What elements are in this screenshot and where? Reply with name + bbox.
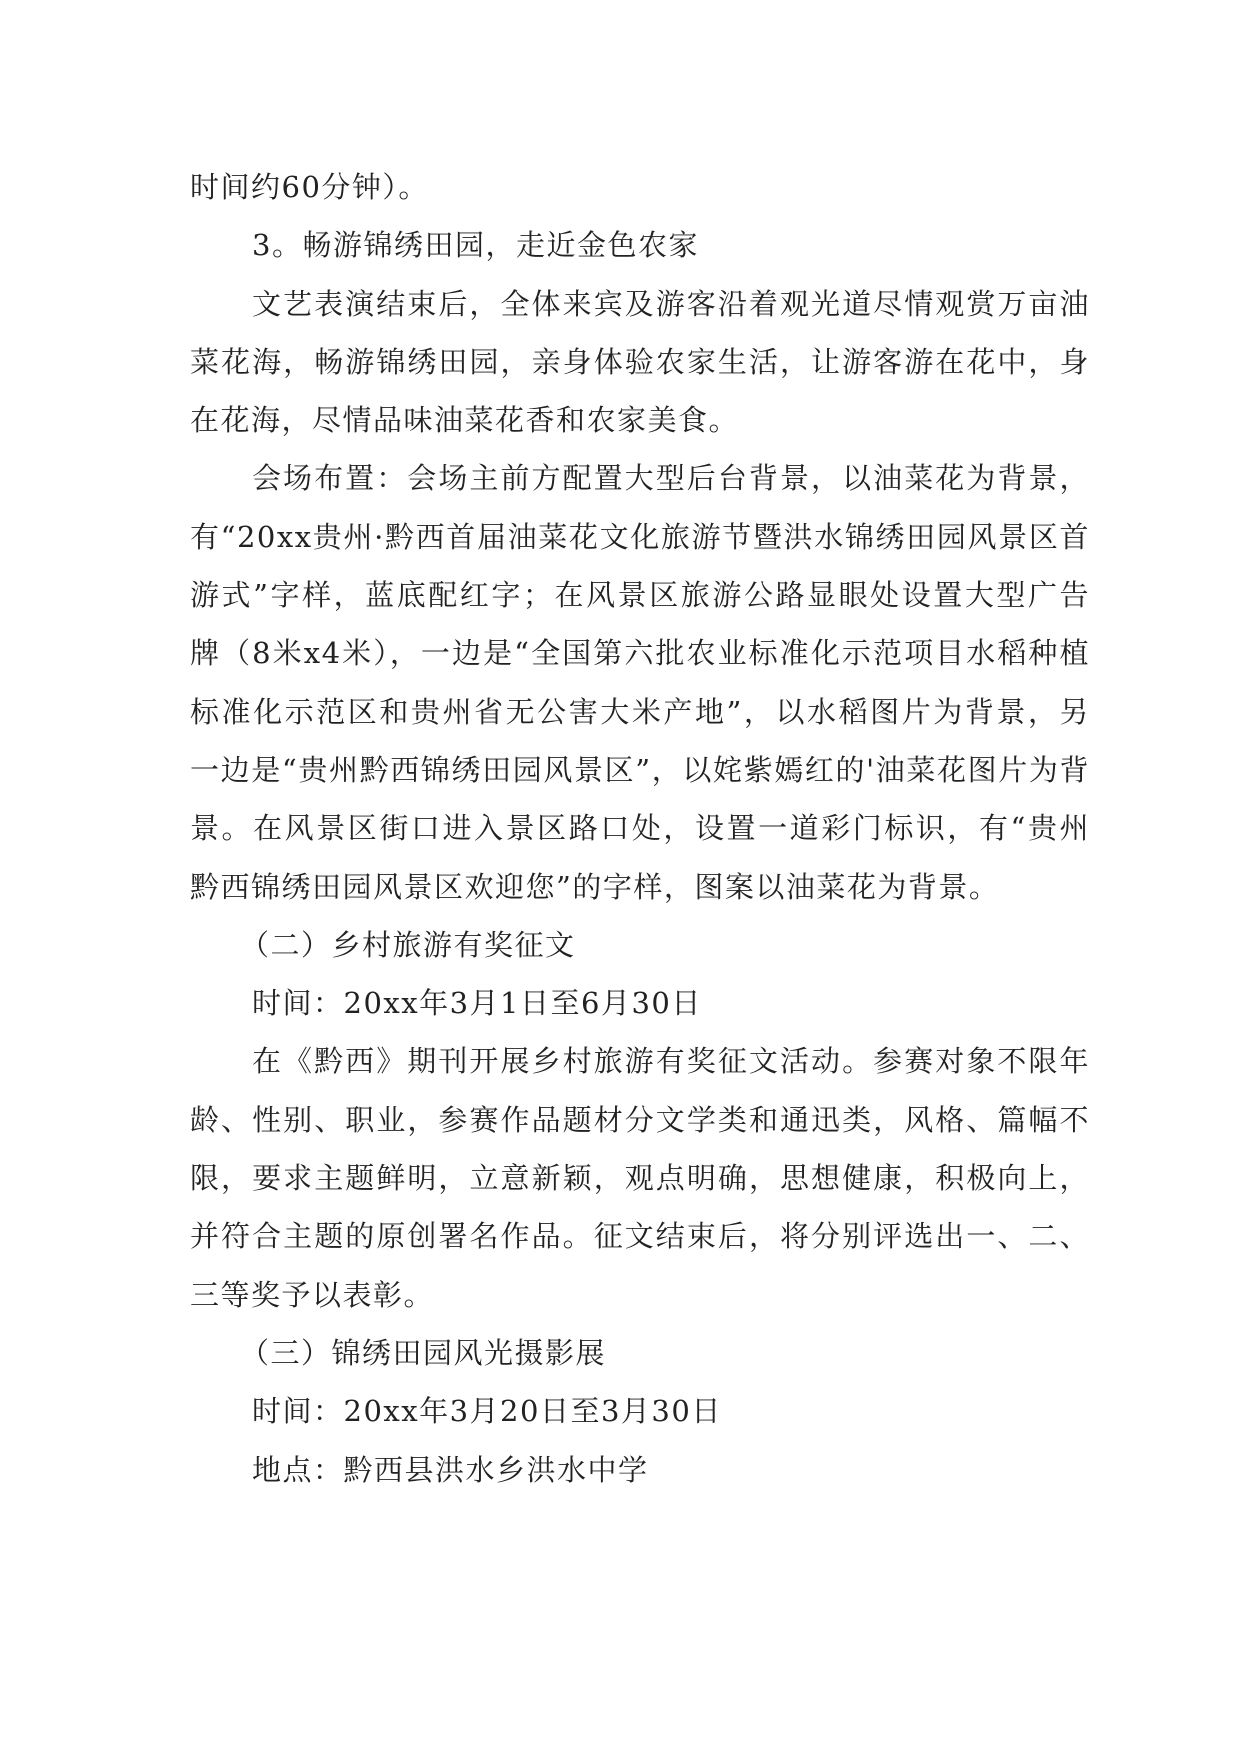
paragraph-essay-description: 在《黔西》期刊开展乡村旅游有奖征文活动。参赛对象不限年龄、性别、职业，参赛作品题材分文学类和通迅类，风格、篇幅不限，要求主题鲜明，立意新颖，观点明确，思想健康，积极向上，并符合主题的原创署名作品。征文结束后，将分别评选出一、二、三等奖予以表彰。: [190, 1044, 1090, 1312]
paragraph-tour-description: 文艺表演结束后，全体来宾及游客沿着观光道尽情观赏万亩油菜花海，畅游锦绣田园，亲身体验农家生活，让游客游在花中，身在花海，尽情品味油菜花香和农家美食。: [190, 286, 1090, 438]
heading-essay-contest: （二）乡村旅游有奖征文: [240, 927, 576, 962]
paragraph-photo-location: 地点：黔西县洪水乡洪水中学: [252, 1452, 649, 1487]
paragraph-venue-layout: 会场布置：会场主前方配置大型后台背景，以油菜花为背景，有“20xx贵州·黔西首届油菜花文化旅游节暨洪水锦绣田园风景区首游式”字样，蓝底配红字；在风景区旅游公路显眼处设置大型广告牌（8米x4米），一边是“全国第六批农业标准化示范项目水稻种植标准化示范区和贵州省无公害大米产地”，以水稻图片为背景，另一边是“贵州黔西锦绣田园风景区”，以姹紫嫣红的'油菜花图片为背景。在风景区街口进入景区路口处，设置一道彩门标识，有“贵州黔西锦绣田园风景区欢迎您”的字样，图案以油菜花为背景。: [190, 461, 1090, 904]
heading-tour-fields: 3。畅游锦绣田园，走近金色农家: [252, 228, 699, 263]
heading-photo-exhibition: （三）锦绣田园风光摄影展: [240, 1335, 607, 1370]
paragraph-time-continuation: 时间约60分钟）。: [190, 170, 429, 204]
paragraph-essay-time: 时间：20xx年3月1日至6月30日: [252, 986, 702, 1021]
paragraph-photo-time: 时间：20xx年3月20日至3月30日: [252, 1394, 722, 1429]
document-body: [190, 158, 1090, 1499]
